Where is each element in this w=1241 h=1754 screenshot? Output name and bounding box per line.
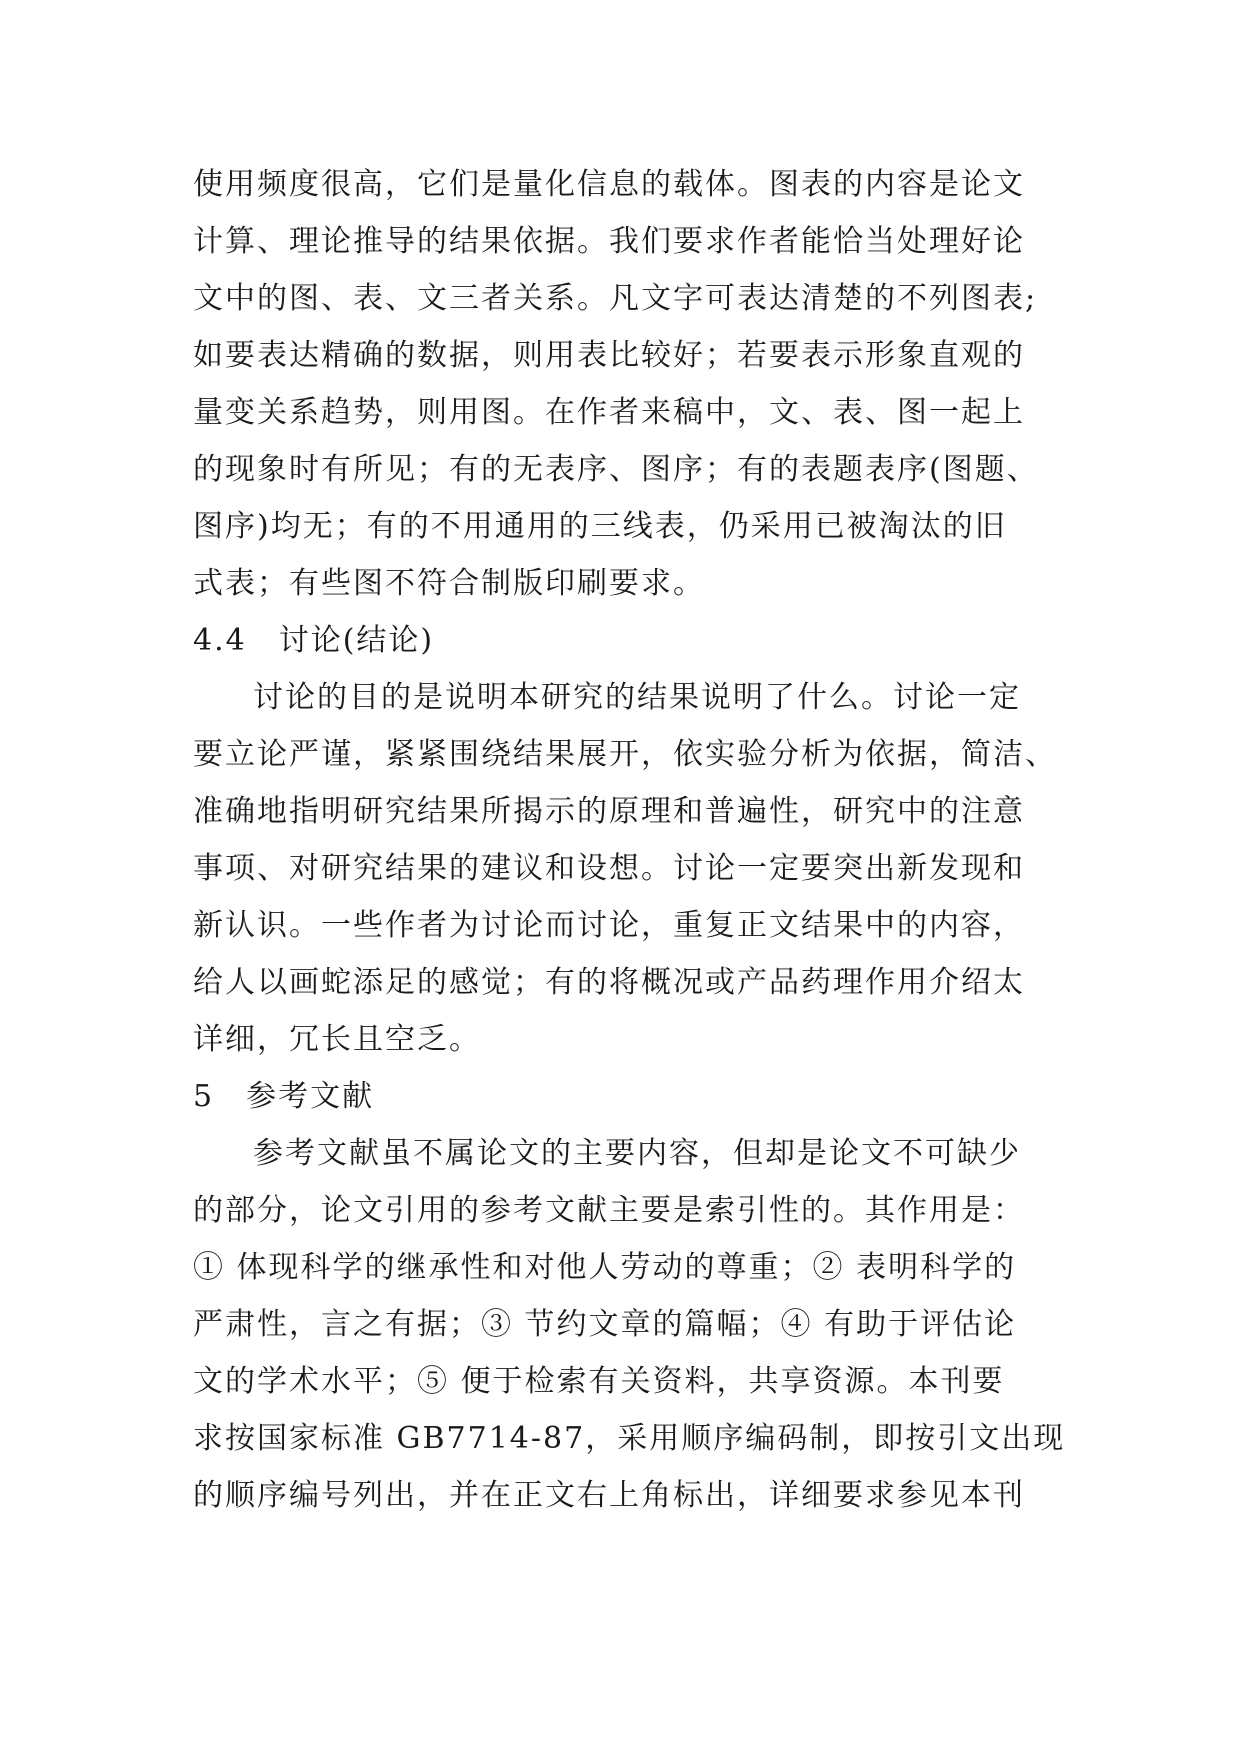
paragraph-line: 的现象时有所见；有的无表序、图序；有的表题表序(图题、 xyxy=(193,452,1039,487)
paragraph-line: 讨论的目的是说明本研究的结果说明了什么。讨论一定 xyxy=(253,680,1021,715)
paragraph-line: 新认识。一些作者为讨论而讨论，重复正文结果中的内容， xyxy=(193,908,1025,943)
paragraph-line: 文的学术水平；⑤ 便于检索有关资料，共享资源。本刊要 xyxy=(193,1364,1005,1399)
section-heading: 4.4 讨论(结论) xyxy=(193,623,435,658)
paragraph-line: 文中的图、表、文三者关系。凡文字可表达清楚的不列图表; xyxy=(193,281,1038,316)
paragraph-line: 参考文献虽不属论文的主要内容，但却是论文不可缺少 xyxy=(253,1136,1021,1171)
paragraph-line: 给人以画蛇添足的感觉；有的将概况或产品药理作用介绍太 xyxy=(193,965,1025,1000)
paragraph-line: 准确地指明研究结果所揭示的原理和普遍性，研究中的注意 xyxy=(193,794,1025,829)
paragraph-line: 事项、对研究结果的建议和设想。讨论一定要突出新发现和 xyxy=(193,851,1025,886)
paragraph-line: 计算、理论推导的结果依据。我们要求作者能恰当处理好论 xyxy=(193,224,1025,259)
paragraph-line: 严肃性，言之有据；③ 节约文章的篇幅；④ 有助于评估论 xyxy=(193,1307,1017,1342)
paragraph-line: 量变关系趋势，则用图。在作者来稿中，文、表、图一起上 xyxy=(193,395,1025,430)
paragraph-line: 图序)均无；有的不用通用的三线表，仍采用已被淘汰的旧 xyxy=(193,509,1007,544)
paragraph-line: 的顺序编号列出，并在正文右上角标出，详细要求参见本刊 xyxy=(193,1478,1025,1513)
paragraph-line: 使用频度很高，它们是量化信息的载体。图表的内容是论文 xyxy=(193,167,1025,202)
paragraph-line: 如要表达精确的数据，则用表比较好；若要表示形象直观的 xyxy=(193,338,1025,373)
section-heading: 5 参考文献 xyxy=(193,1079,375,1114)
paragraph-line: 的部分，论文引用的参考文献主要是索引性的。其作用是： xyxy=(193,1193,1025,1228)
paragraph-line: 求按国家标准 GB7714-87，采用顺序编码制，即按引文出现 xyxy=(193,1421,1066,1456)
paragraph-line: ① 体现科学的继承性和对他人劳动的尊重；② 表明科学的 xyxy=(193,1250,1017,1285)
paragraph-line: 详细，冗长且空乏。 xyxy=(193,1022,481,1057)
paragraph-line: 要立论严谨，紧紧围绕结果展开，依实验分析为依据，简洁、 xyxy=(193,737,1057,772)
paragraph-line: 式表；有些图不符合制版印刷要求。 xyxy=(193,566,705,601)
